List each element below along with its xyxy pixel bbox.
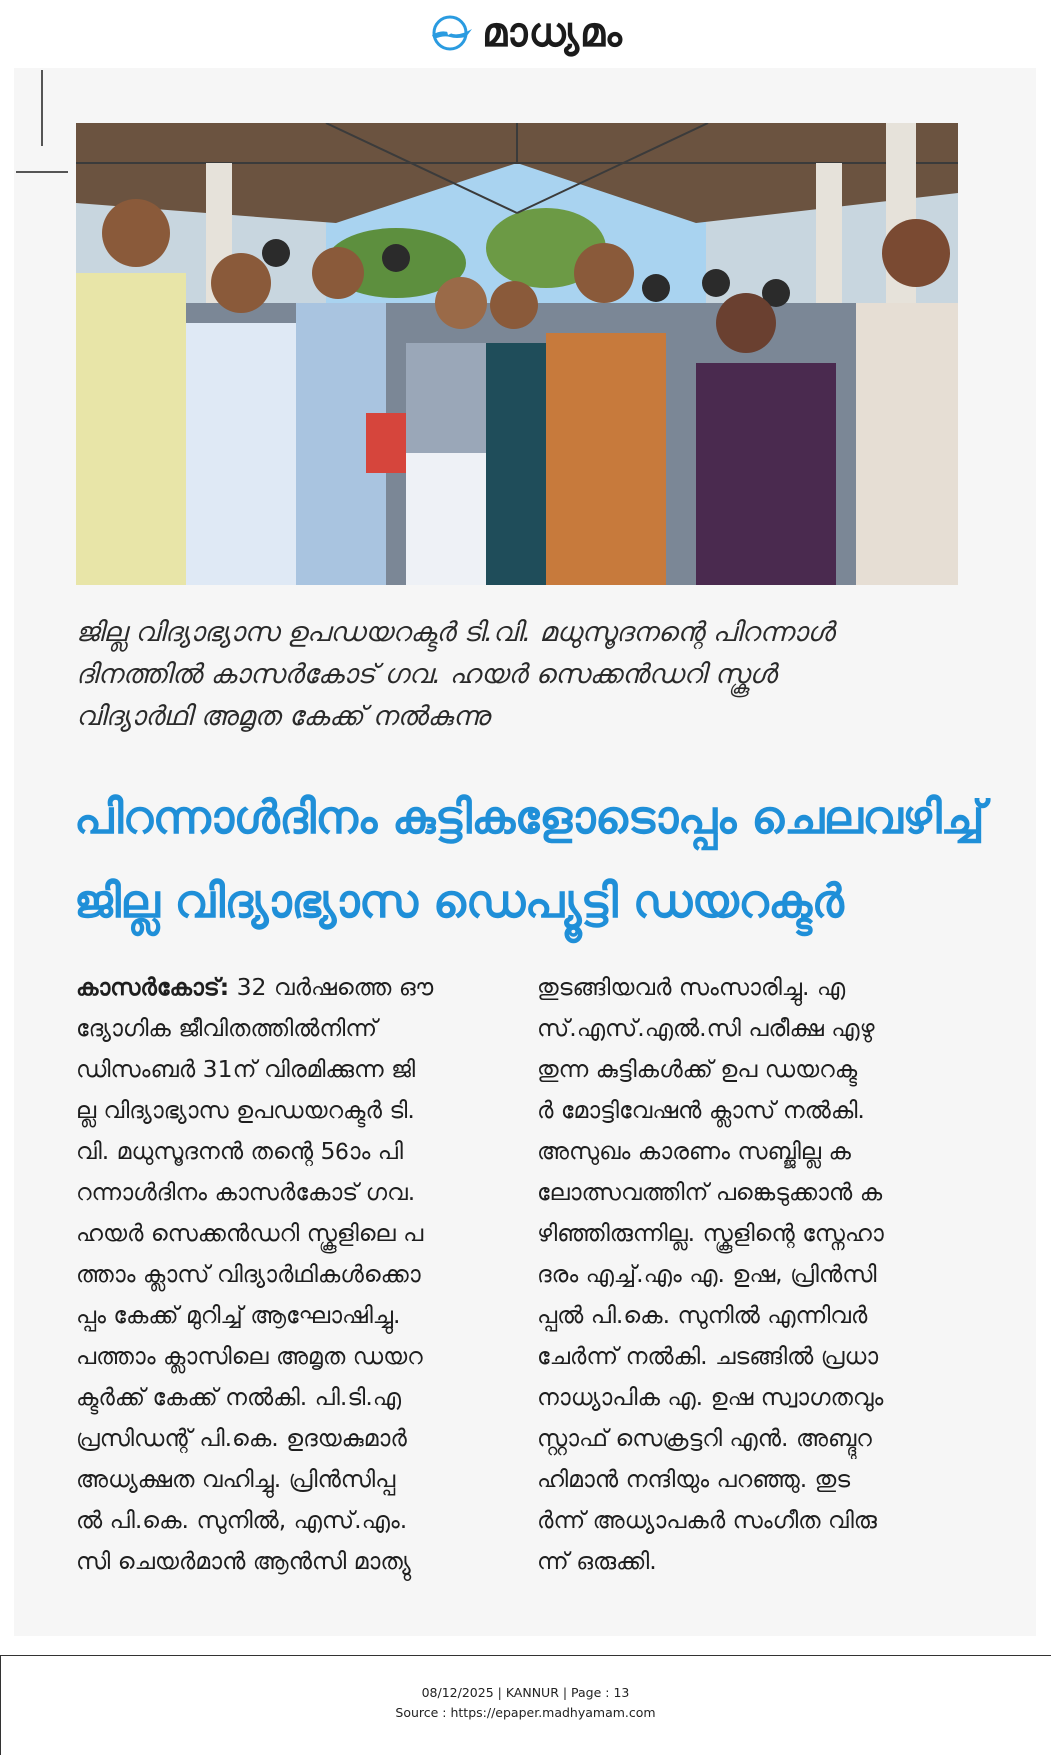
crop-mark-horizontal: [16, 171, 68, 173]
photo-caption: [76, 612, 956, 738]
caption-line: ജില്ല വിദ്യാഭ്യാസ ഉപഡയറക്ടർ ടി.വി. മധുസൂദനന്റെ പിറന്നാൾ: [76, 617, 835, 648]
masthead: [0, 0, 1051, 66]
body-line: ക്ടർക്ക് കേക്ക് നൽകി. പി.ടി.എ: [76, 1383, 402, 1411]
body-line: തുന്ന കുട്ടികൾക്ക് ഉപ ഡയറക്ട: [537, 1055, 858, 1083]
body-line: ഡിസംബർ 31ന് വിരമിക്കുന്ന ജി: [76, 1055, 416, 1083]
body-line: പത്താം ക്ലാസിലെ അമൃത ഡയറ: [76, 1342, 423, 1370]
body-line: ർന്ന് അധ്യാപകർ സംഗീത വിരു: [537, 1506, 877, 1534]
article-photo: [76, 123, 958, 585]
body-line: ൽ പി.കെ. സുനിൽ, എസ്.എം.: [76, 1506, 408, 1534]
body-line: തുടങ്ങിയവർ സംസാരിച്ചു. എ: [537, 973, 846, 1001]
body-line: ന്ന് ഒരുക്കി.: [537, 1547, 657, 1575]
body-line: നാധ്യാപിക എ. ഉഷ സ്വാഗതവും: [537, 1383, 884, 1411]
madhyamam-logo-icon: [428, 13, 474, 53]
caption-line: ദിനത്തിൽ കാസർകോട് ഗവ. ഹയർ സെക്കൻഡറി സ്കൂൾ: [76, 659, 777, 690]
body-line: സി ചെയർമാൻ ആൻസി മാത്യു: [76, 1547, 411, 1575]
body-line: പ്രസിഡന്റ് പി.കെ. ഉദയകുമാർ: [76, 1424, 407, 1452]
headline-line: പിറന്നാൾദിനം കുട്ടികളോടൊപ്പം ചെലവഴിച്ച്: [74, 790, 985, 844]
body-line: ഴിഞ്ഞിരുന്നില്ല. സ്കൂളിന്റെ സ്നേഹാ: [537, 1219, 884, 1247]
masthead-title: മാധ്യമം: [482, 10, 623, 56]
body-line: ത്താം ക്ലാസ് വിദ്യാർഥികൾക്കൊ: [76, 1260, 421, 1288]
body-line: ർ മോട്ടിവേഷൻ ക്ലാസ് നൽകി.: [537, 1096, 865, 1124]
body-line: ഹിമാൻ നന്ദിയും പറഞ്ഞു. തുട: [537, 1465, 851, 1493]
footer-source: Source : https://epaper.madhyamam.com: [395, 1705, 656, 1720]
footer-divider: [0, 1655, 1051, 1656]
body-line: സ്.എസ്.എൽ.സി പരീക്ഷ എഴു: [537, 1014, 875, 1042]
body-line: ചേർന്ന് നൽകി. ചടങ്ങിൽ പ്രധാ: [537, 1342, 879, 1370]
body-line: റന്നാൾദിനം കാസർകോട് ഗവ.: [76, 1178, 416, 1206]
dateline: കാസർകോട്:: [76, 973, 230, 1001]
body-line: ലോത്സവത്തിന് പങ്കെടുക്കാൻ ക: [537, 1178, 883, 1206]
crop-mark-vertical: [41, 70, 43, 146]
body-line: വി. മധുസൂദനൻ തന്റെ 56ാം പി: [76, 1137, 403, 1165]
page-footer: [0, 1683, 1051, 1723]
body-line: പ്പം കേക്ക് മുറിച്ച് ആഘോഷിച്ചു.: [76, 1301, 401, 1329]
body-text: 32 വർഷത്തെ ഔ: [229, 973, 434, 1001]
body-line: ദരം എച്ച്.എം എ. ഉഷ, പ്രിൻസി: [537, 1260, 877, 1288]
article-body-left-column: [76, 967, 496, 1582]
body-line: ദ്യോഗിക ജീവിതത്തിൽനിന്ന്: [76, 1014, 378, 1042]
footer-info: 08/12/2025 | KANNUR | Page : 13: [421, 1685, 630, 1700]
body-line: [76, 967, 496, 1008]
headline-line: ജില്ല വിദ്യാഭ്യാസ ഡെപ്യൂട്ടി ഡയറക്ടർ: [74, 874, 844, 928]
body-line: സ്റ്റാഫ് സെക്രട്ടറി എൻ. അബ്ദുറ: [537, 1424, 872, 1452]
body-line: അസുഖം കാരണം സബ്ജില്ല ക: [537, 1137, 851, 1165]
body-line: ഹയർ സെക്കൻഡറി സ്കൂളിലെ പ: [76, 1219, 424, 1247]
article-headline: [74, 775, 985, 943]
article-body-right-column: [537, 967, 957, 1582]
caption-line: വിദ്യാർഥി അമൃത കേക്ക് നൽകുന്നു: [76, 701, 490, 732]
body-line: അധ്യക്ഷത വഹിച്ചു. പ്രിൻസിപ്പ: [76, 1465, 396, 1493]
group-photo-illustration: [76, 123, 958, 585]
body-line: പ്പൽ പി.കെ. സുനിൽ എന്നിവർ: [537, 1301, 868, 1329]
body-line: ല്ല വിദ്യാഭ്യാസ ഉപഡയറക്ടർ ടി.: [76, 1096, 415, 1124]
